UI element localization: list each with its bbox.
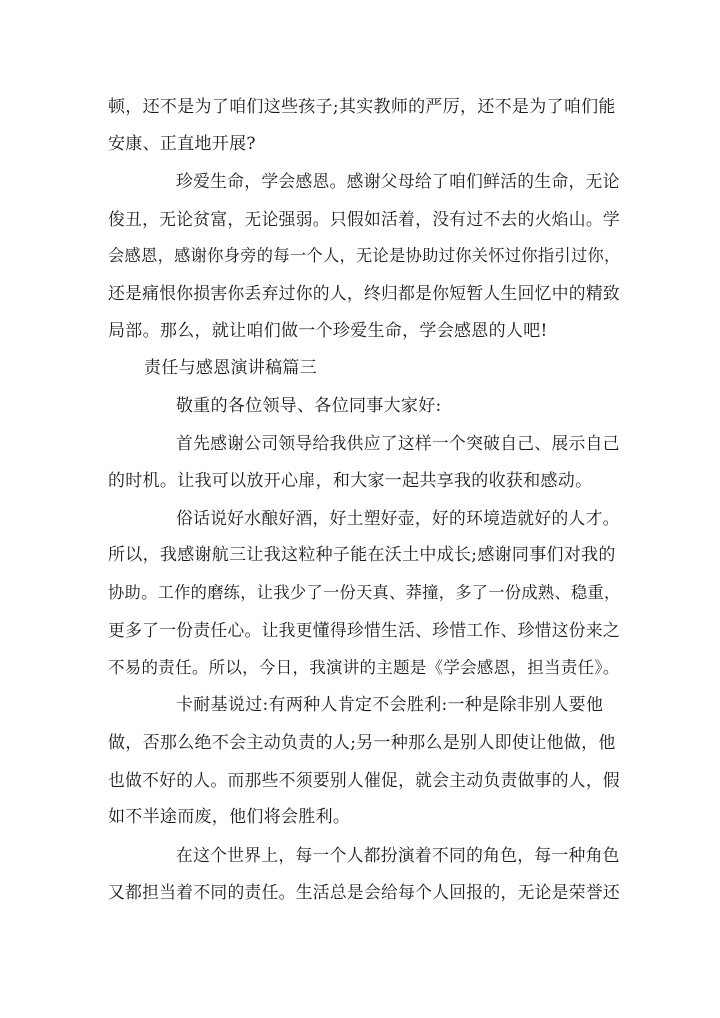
text-line: 如不半途而废，他们将会胜利。 <box>108 807 351 827</box>
salutation-line: 敬重的各位领导、各位同事大家好: <box>176 396 442 416</box>
text-line: 所以，我感谢航三让我这粒种子能在沃土中成长;感谢同事们对我的 <box>108 545 616 565</box>
text-line: 做，否那么绝不会主动负责的人;另一种那么是别人即使让他做，他 <box>108 733 616 753</box>
paragraph-start-line: 卡耐基说过:有两种人肯定不会胜利:一种是除非别人要他 <box>176 695 604 715</box>
text-line: 也做不好的人。而那些不须要别人催促，就会主动负责做事的人，假 <box>108 770 620 790</box>
text-line: 又都担当着不同的责任。生活总是会给每个人回报的，无论是荣誉还 <box>108 882 620 902</box>
paragraph-start-line: 俗话说好水酿好酒，好土塑好壶，好的环境造就好的人才。 <box>176 508 620 528</box>
text-line: 俊丑，无论贫富，无论强弱。只假如活着，没有过不去的火焰山。学 <box>108 209 620 229</box>
text-line: 还是痛恨你损害你丢弃过你的人，终归都是你短暂人生回忆中的精致 <box>108 283 620 303</box>
paragraph-start-line: 首先感谢公司领导给我供应了这样一个突破自己、展示自己 <box>176 433 620 453</box>
text-line: 协助。工作的磨练，让我少了一份天真、莽撞，多了一份成熟、稳重， <box>108 583 621 602</box>
text-line: 局部。那么，就让咱们做一个珍爱生命，学会感恩的人吧! <box>108 321 548 341</box>
text-line: 顿，还不是为了咱们这些孩子;其实教师的严厉，还不是为了咱们能 <box>108 97 616 117</box>
text-line: 不易的责任。所以，今日，我演讲的主题是《学会感恩，担当责任》。 <box>108 658 620 677</box>
text-line: 会感恩，感谢你身旁的每一个人，无论是协助过你关怀过你指引过你， <box>108 246 621 265</box>
text-line: 的时机。让我可以放开心扉，和大家一起共享我的收获和感动。 <box>108 471 593 491</box>
paragraph-start-line: 珍爱生命，学会感恩。感谢父母给了咱们鲜活的生命，无论 <box>176 171 620 191</box>
paragraph-start-line: 在这个世界上，每一个人都扮演着不同的角色，每一种角色 <box>176 845 620 865</box>
text-line: 更多了一份责任心。让我更懂得珍惜生活、珍惜工作、珍惜这份来之 <box>108 620 620 640</box>
text-line: 安康、正直地开展? <box>108 134 256 154</box>
section-title: 责任与感恩演讲稿篇三 <box>144 358 317 378</box>
